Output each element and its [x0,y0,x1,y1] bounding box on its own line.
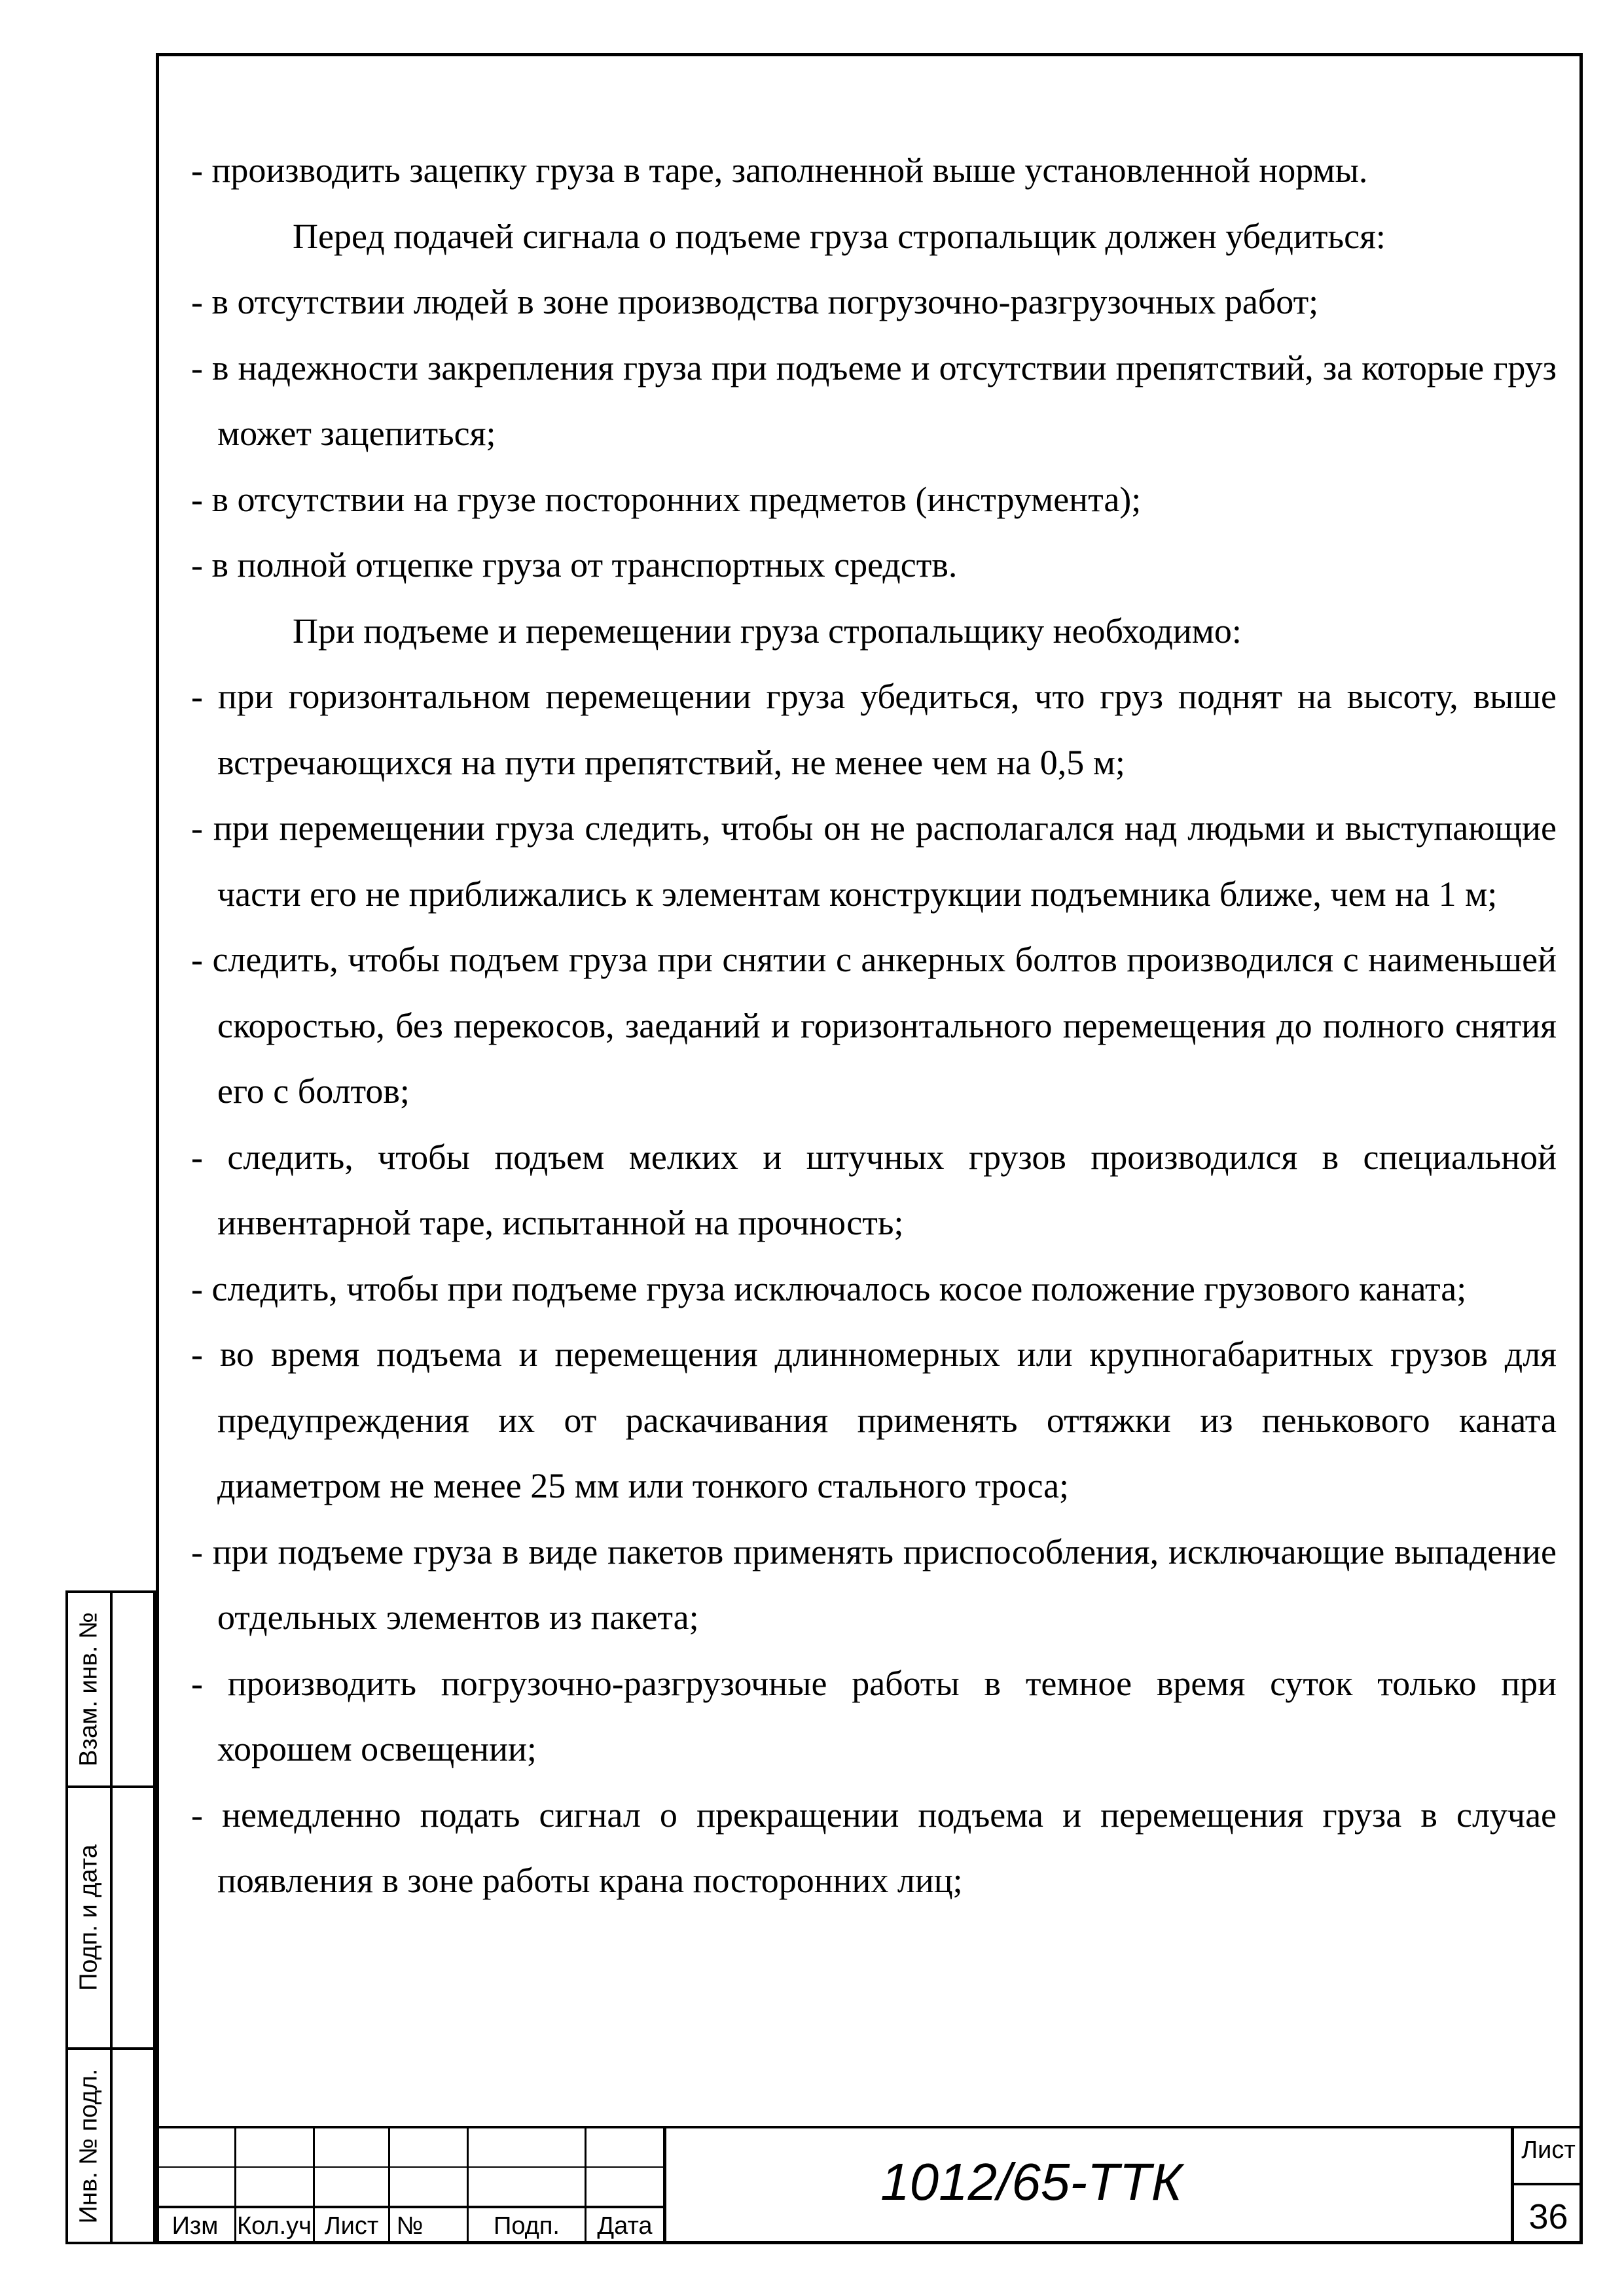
col-izm: Изм [171,2212,219,2240]
title-block-top-line [156,2126,1583,2128]
col-list: Лист [324,2212,379,2240]
side-cell-vzam [65,1590,156,1788]
list-item: - в надежности закрепления груза при подъеме и отсутствии препятствий, за которые груз может зацепиться; [191,348,1557,453]
list-item: - следить, чтобы подъем мелких и штучных грузов производился в специальной инвентарной таре, испытанной на прочность; [191,1137,1557,1242]
document-code: 1012/65-ТТК [880,2153,1182,2211]
sheet-number: 36 [1528,2197,1568,2236]
col-kol-uch: Кол.уч [237,2212,312,2240]
list-item: - производить погрузочно-разгрузочные работы в темное время суток только при хорошем освещении; [191,1663,1557,1768]
list-item: - при подъеме груза в виде пакетов применять приспособления, исключающие выпадение отдельных элементов из пакета; [191,1532,1557,1637]
list-item: - в полной отцепке груза от транспортных средств. [191,545,958,584]
title-block-row-line [1511,2183,1583,2185]
side-cell-podp [65,1785,156,2050]
side-label-cell [68,1788,113,2047]
col-data: Дата [597,2212,653,2240]
col-podp: Подп. [494,2212,560,2240]
list-item: - немедленно подать сигнал о прекращении подъема и перемещения груза в случае появления в зоне работы крана посторонних лиц; [191,1795,1557,1900]
title-block-row-line [156,2166,666,2168]
title-block-row-line [156,2206,666,2208]
list-item: - при горизонтальном перемещении груза убедиться, что груз поднят на высоту, выше встречающихся на пути препятствий, не менее чем на 0,5 м; [191,677,1557,782]
document-body [191,137,1557,1914]
side-cell-inv [65,2047,156,2244]
list-item: - производить зацепку груза в таре, заполненной выше установленной нормы. [191,151,1368,190]
list-item: - следить, чтобы при подъеме груза исключалось косое положение грузового каната; [191,1268,1467,1308]
list-item: - во время подъема и перемещения длинномерных или крупногабаритных грузов для предупреждения их от раскачивания применять оттяжки из пенькового каната диаметром не менее 25 мм или тонкого стального троса; [191,1335,1557,1505]
col-nomer: № [396,2212,424,2240]
side-label-vzam: Взам. инв. № [75,1612,103,1767]
side-label-inv: Инв. № подл. [75,2068,103,2223]
side-label-podp: Подп. и дата [75,1844,103,1991]
side-label-cell [68,2050,113,2242]
paragraph: При подъеме и перемещении груза стропальщику необходимо: [293,611,1242,651]
title-block [156,2126,1583,2244]
list-item: - следить, чтобы подъем груза при снятии с анкерных болтов производился с наименьшей скоростью, без перекосов, заеданий и горизонтального перемещения до полного снятия его с болтов; [191,940,1557,1111]
list-item: - при перемещении груза следить, чтобы он не располагался над людьми и выступающие части его не приближались к элементам конструкции подъемника ближе, чем на 1 м; [191,808,1557,914]
paragraph: Перед подачей сигнала о подъеме груза стропальщик должен убедиться: [293,216,1386,256]
list-item: - в отсутствии на грузе посторонних предметов (инструмента); [191,479,1142,519]
sheet-label: Лист [1521,2136,1576,2164]
list-item: - в отсутствии людей в зоне производства погрузочно-разгрузочных работ; [191,282,1319,321]
side-label-cell [68,1593,113,1785]
